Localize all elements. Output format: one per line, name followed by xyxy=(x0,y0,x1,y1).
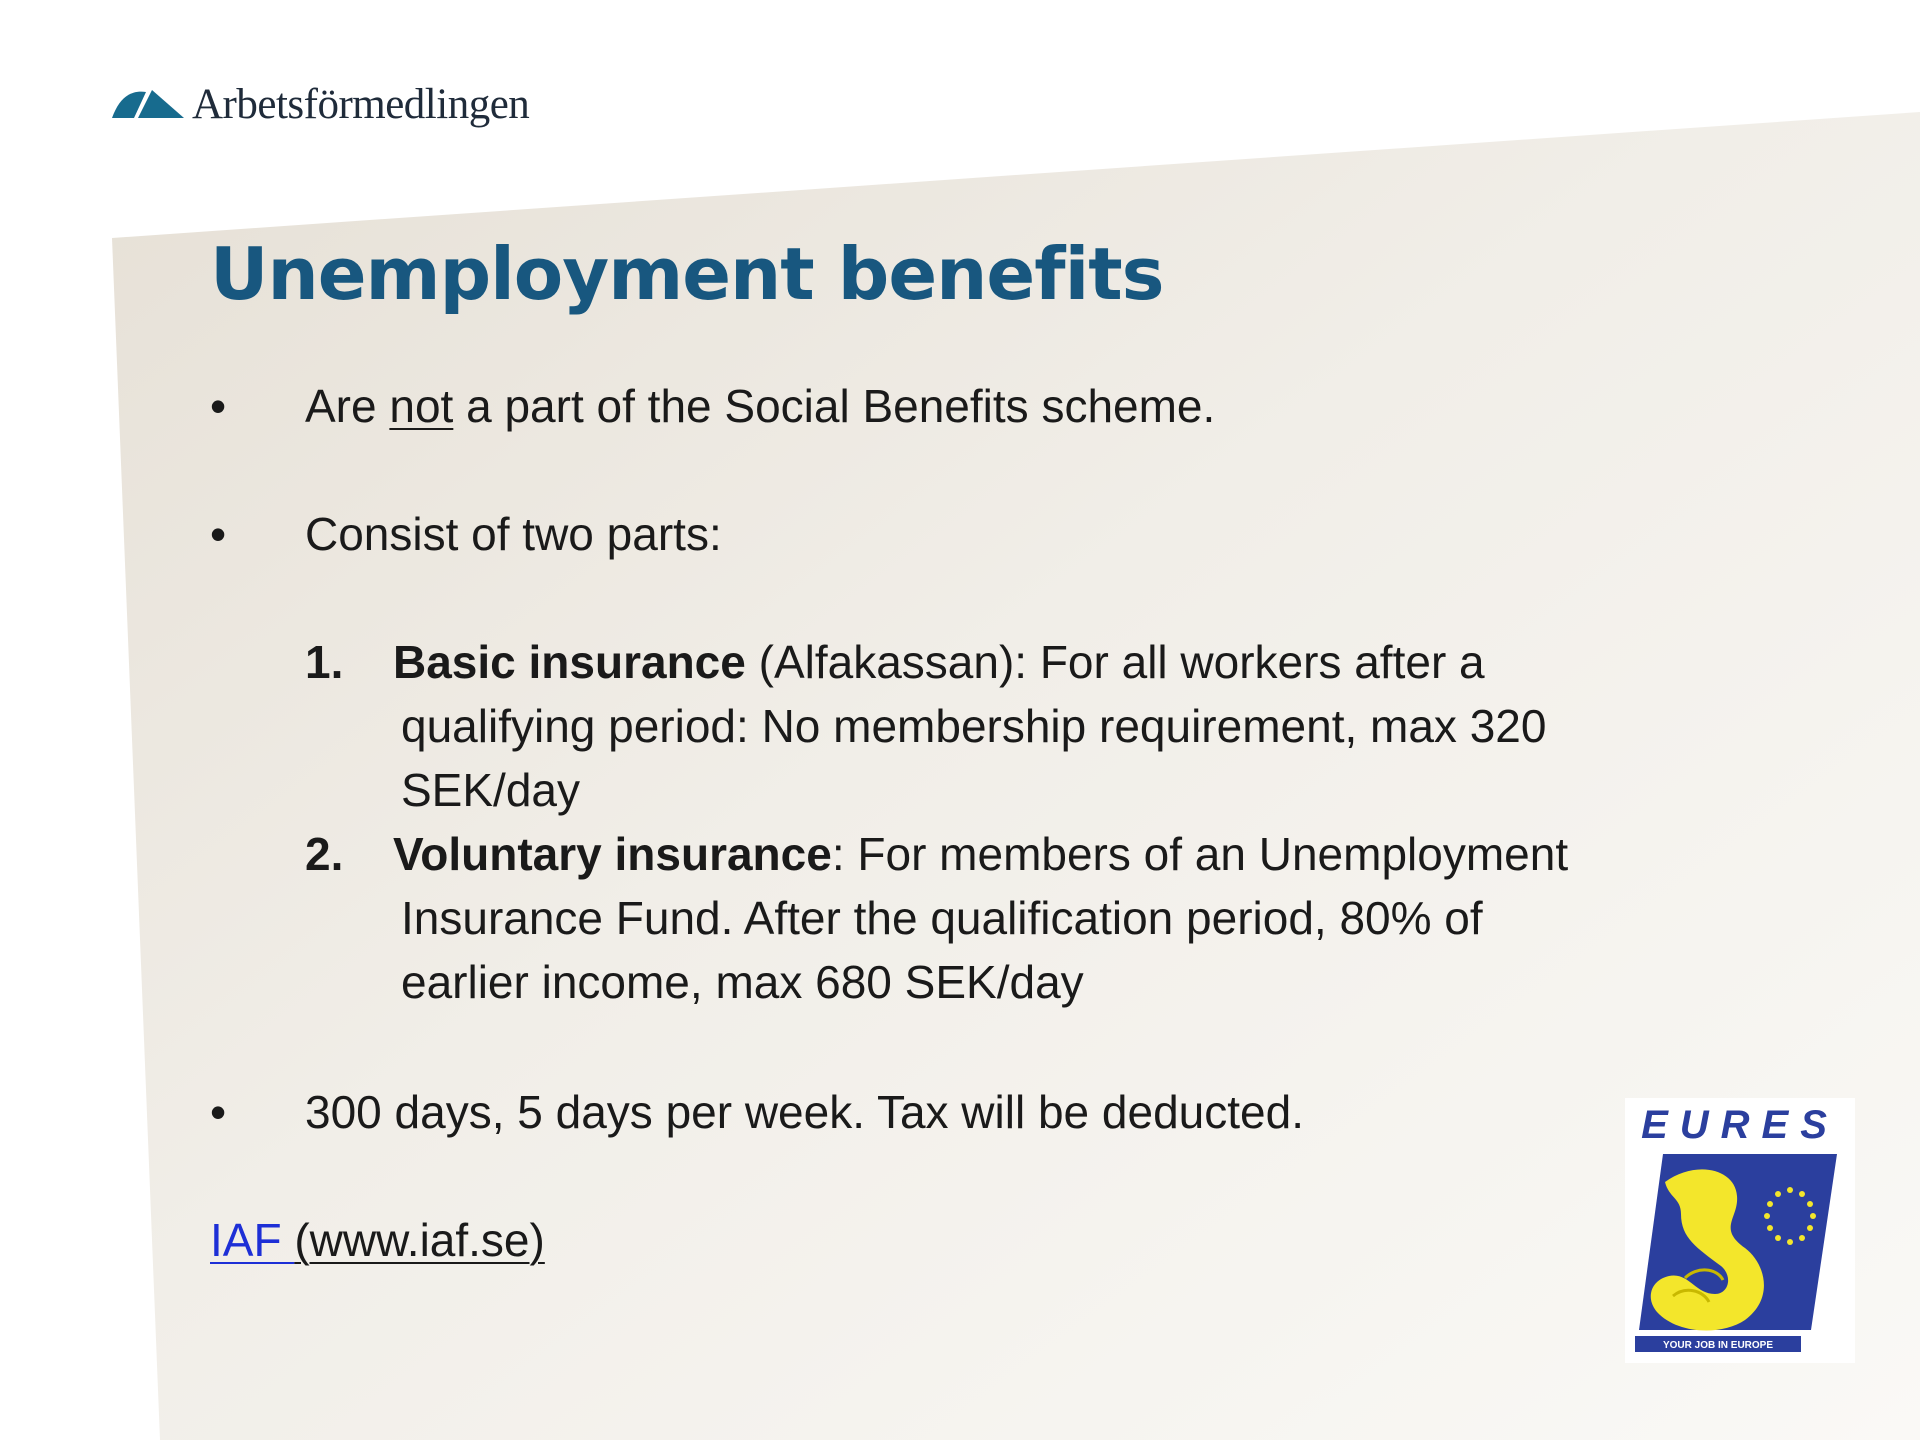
bullet-text: 300 days, 5 days per week. Tax will be deducted. xyxy=(305,1086,1304,1138)
iaf-url-text: (www.iaf.se) xyxy=(294,1214,545,1266)
underlined-word: not xyxy=(389,380,454,432)
bullet-text-part: a part of the Social Benefits scheme. xyxy=(453,380,1216,432)
eures-tagline: YOUR JOB IN EUROPE xyxy=(1662,1340,1774,1351)
item-term: Voluntary insurance xyxy=(393,828,832,880)
item-term: Basic insurance xyxy=(393,636,746,688)
logo-text: Arbetsförmedlingen xyxy=(192,80,530,128)
bullet-marker: • xyxy=(210,508,227,560)
bullet-text xyxy=(305,374,1215,438)
item-first-line xyxy=(393,630,1485,694)
item-number: 2. xyxy=(305,828,344,880)
eures-wordmark: EURES xyxy=(1641,1103,1839,1147)
arbetsformedlingen-logo-icon xyxy=(110,84,186,124)
eures-logo xyxy=(1625,1098,1855,1363)
arbetsformedlingen-logo xyxy=(110,76,529,132)
item-first-line-rest: (Alfakassan): For all workers after a xyxy=(745,636,1485,688)
bullet-text: Consist of two parts: xyxy=(305,508,722,560)
slide-title: Unemployment benefits xyxy=(210,232,1164,316)
bullet-marker: • xyxy=(210,1086,227,1138)
bullet-text-part: Are xyxy=(305,380,390,432)
bullet-marker: • xyxy=(210,380,227,432)
item-continuation-line: SEK/day xyxy=(401,764,580,816)
item-first-line-rest: : For members of an Unemployment xyxy=(831,828,1569,880)
item-continuation-line: qualifying period: No membership requirement, max 320 xyxy=(401,700,1547,752)
item-number: 1. xyxy=(305,636,344,688)
item-continuation-line: earlier income, max 680 SEK/day xyxy=(401,956,1084,1008)
item-first-line xyxy=(393,822,1568,886)
iaf-link[interactable]: IAF xyxy=(210,1214,295,1266)
item-continuation-line: Insurance Fund. After the qualification period, 80% of xyxy=(401,892,1483,944)
iaf-link-row xyxy=(210,1208,545,1272)
